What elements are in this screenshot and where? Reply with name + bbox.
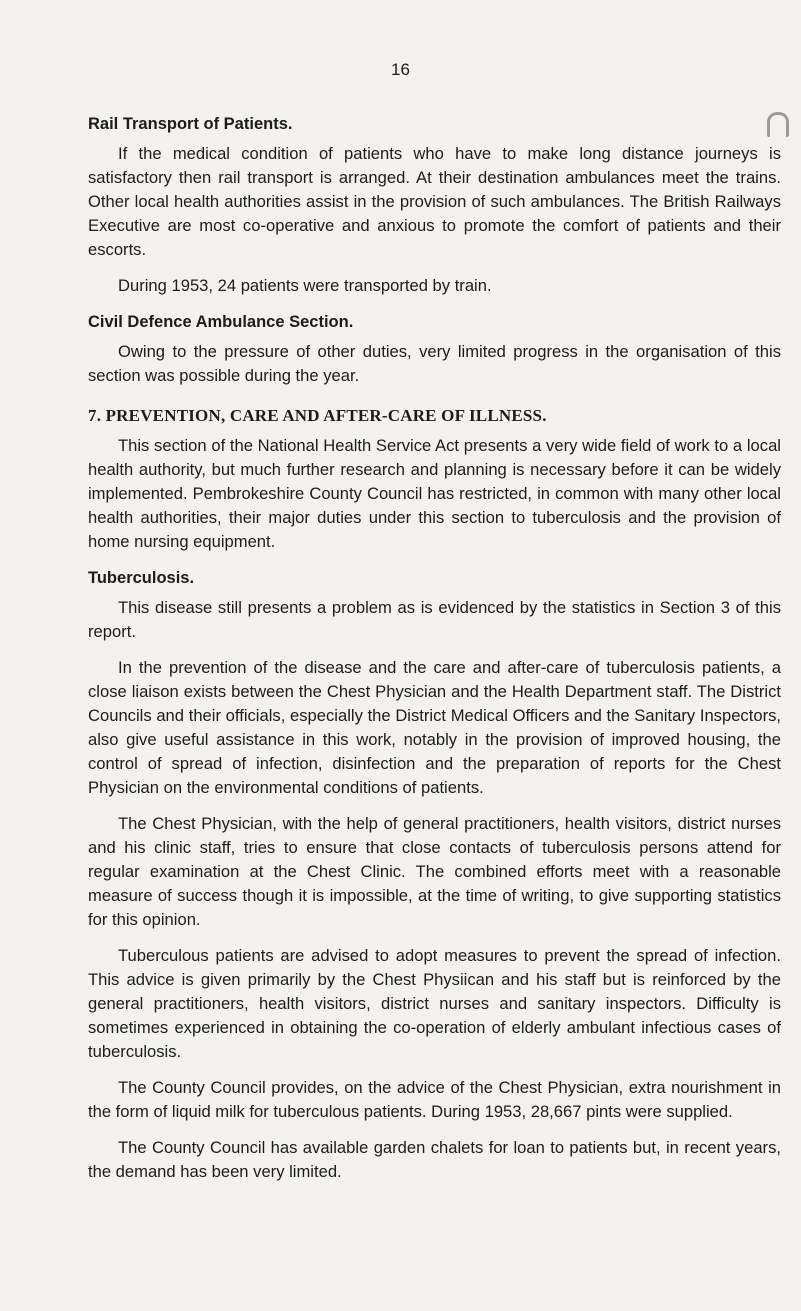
paragraph: During 1953, 24 patients were transported by train. (118, 276, 492, 295)
section-rail-transport (88, 112, 781, 298)
section-civil-defence (88, 310, 781, 388)
page-body (88, 112, 781, 1196)
paragraph: In the prevention of the disease and the care and after-care of tuberculosis patients, a close liaison exists between the Chest Physician and the Health Department staff. The District Councils and their officials, especially the District Medical Officers and the Sanitary Inspectors, also give useful assistance in this work, notably in the provision of improved housing, the control of spread of infection, disinfection and the preparation of reports for the Chest Physician on the environmental conditions of patients. (88, 658, 781, 797)
heading-rail-transport: Rail Transport of Patients. (88, 115, 293, 133)
paragraph: Tuberculous patients are advised to adopt measures to prevent the spread of infection. This advice is given primarily by the Chest Physiican and his staff but is reinforced by the general practitioners, health visitors, district nurses and sanitary inspectors. Difficulty is sometimes experienced in obtaining the co-operation of elderly ambulant infectious cases of tuberculosis. (88, 946, 781, 1061)
paragraph: The County Council provides, on the advice of the Chest Physician, extra nourishment in the form of liquid milk for tuberculous patients. During 1953, 28,667 pints were supplied. (88, 1078, 781, 1121)
section-tuberculosis (88, 566, 781, 1184)
paragraph: If the medical condition of patients who have to make long distance journeys is satisfactory then rail transport is arranged. At their destination ambulances meet the trains. Other local health authorities assist in the provision of such ambulances. The British Railways Executive are most co-operative and anxious to promote the comfort of patients and their escorts. (88, 144, 781, 259)
paragraph: The Chest Physician, with the help of general practitioners, health visitors, district nurses and his clinic staff, tries to ensure that close contacts of tuberculosis persons attend for regular examination at the Chest Clinic. The combined efforts meet with a reasonable measure of success though it is impossible, at the time of writing, to give supporting statistics for this opinion. (88, 814, 781, 929)
heading-tuberculosis: Tuberculosis. (88, 569, 195, 587)
paragraph: This section of the National Health Service Act presents a very wide field of work to a local health authority, but much further research and planning is necessary before it can be widely implemented. Pembrokeshire County Council has restricted, in common with many other local health authorities, their major duties under this section to tuberculosis and the provision of home nursing equipment. (88, 436, 781, 551)
paragraph: Owing to the pressure of other duties, very limited progress in the organisation of this section was possible during the year. (88, 342, 781, 385)
paragraph: The County Council has available garden chalets for loan to patients but, in recent years, the demand has been very limited. (88, 1138, 781, 1181)
heading-prevention: 7. PREVENTION, CARE AND AFTER-CARE OF ILLNESS. (88, 406, 547, 425)
paragraph: This disease still presents a problem as is evidenced by the statistics in Section 3 of this report. (88, 598, 781, 641)
page-number: 16 (391, 60, 410, 79)
heading-civil-defence: Civil Defence Ambulance Section. (88, 313, 354, 331)
section-prevention (88, 404, 781, 554)
